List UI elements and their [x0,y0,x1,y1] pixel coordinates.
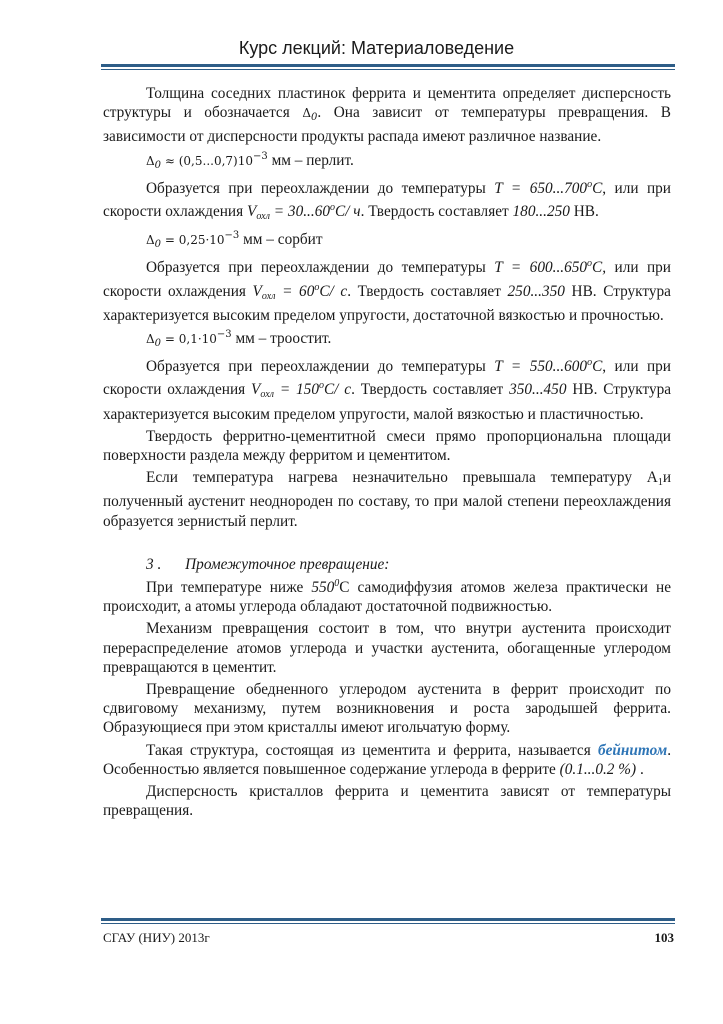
paragraph: Образуется при переохлаждении до температуры $T = 650...700^oC$, или при скорости охлаждения $V_{охл} = 30...60^oC/$ ч. Твердость составляет 180...250 HB. [103,178,671,223]
formula-perlite: $\Delta_0 \approx (0,5...0,7)10^{-3}$ мм – перлит. [146,150,354,171]
page-number: 103 [654,930,674,945]
paragraph: При температуре ниже $550^0С$ самодиффузия атомов железа практически не происходит, а атомы углерода обладают достаточной подвижностью. [103,578,672,616]
paragraph: Такая структура, состоящая из цементита и феррита, называется бейнитом. Особенностью является повышенное содержание углерода в феррите (0.1...0.2 %) . [103,741,672,778]
section-heading: 3 . Промежуточное превращение: [146,555,390,573]
page-content [103,84,671,821]
paragraph: Образуется при переохлаждении до температуры $T = 600...650^oC$, или при скорости охлаждения $V_{охл} = 60^oC/$ с. Твердость составляет 250...350 HB. Структура характеризуется высоким пределом упругости, достаточной вязкостью и прочностью. [103,258,671,324]
paragraph: Превращение обедненного углеродом аустенита в феррит происходит по сдвиговому механизму, путем возникновения и роста зародышей феррита. Образующиеся при этом кристаллы имеют игольчатую форму. [103,681,671,737]
paragraph: Толщина соседних пластинок феррита и цементита определяет дисперсность структуры и обозначается $\Delta_0$. Она зависит от температуры превращения. В зависимости от дисперсности продукты распада имеют различное название. [103,85,671,146]
formula-troostite: $\Delta_0 = 0,1\cdot 10^{-3}$ мм – троостит. [146,329,332,350]
paragraph: Образуется при переохлаждении до температуры $T = 550...600^oC$, или при скорости охлаждения $V_{охл} = 150^oC/$ с. Твердость составляет 350...450 HB. Структура характеризуется высоким пределом упругости, малой вязкостью и пластичностью. [103,357,672,423]
header-rule [101,64,675,67]
paragraph: Дисперсность кристаллов феррита и цементита зависят от температуры превращения. [103,783,671,820]
term-bainite: бейнитом [598,741,668,759]
formula-sorbite: $\Delta_0 = 0,25\cdot 10^{-3}$ мм – сорбит [146,230,323,251]
footer-institution: СГАУ (НИУ) 2013г [103,930,210,945]
paragraph: Твердость ферритно-цементитной смеси прямо пропорциональна площади поверхности раздела между ферритом и цементитом. [103,427,671,465]
header-rule-thin [101,69,675,70]
footer-rule-thin [101,923,675,924]
footer-rule [101,918,675,921]
page-header-title: Курс лекций: Материаловедение [238,38,515,58]
paragraph: Механизм превращения состоит в том, что внутри аустенита происходит перераспределение атомов углерода и участки аустенита, обогащенные углеродом превращаются в цементит. [103,620,671,676]
delta-symbol: $\Delta_0$ [302,106,318,124]
paragraph: Если температура нагрева незначительно превышала температуру $А_1и$ полученный аустенит неоднороден по составу, то при малой степени переохлаждения образуется зернистый перлит. [103,469,671,530]
